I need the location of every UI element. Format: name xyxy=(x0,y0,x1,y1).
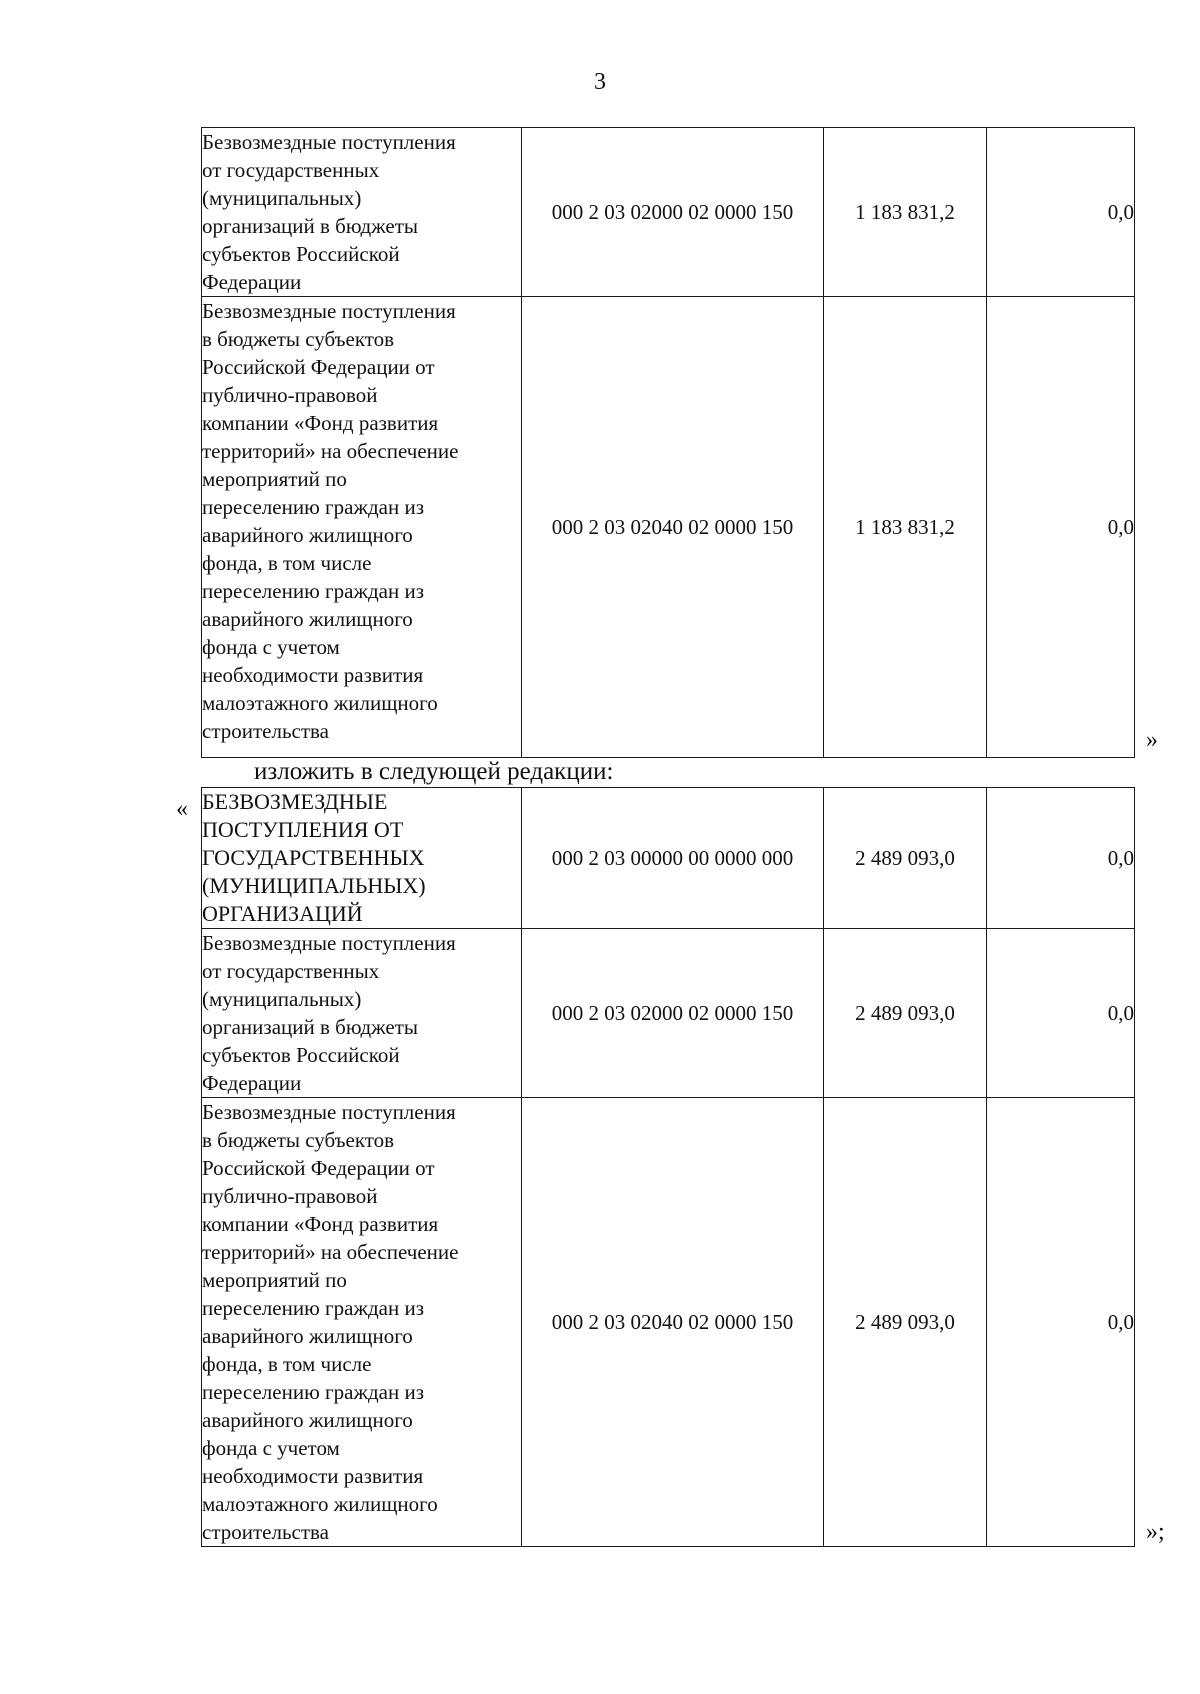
table-row xyxy=(202,128,1135,297)
name-line: фонда, в том числе xyxy=(202,551,372,575)
name-line: переселению граждан из xyxy=(202,579,424,603)
page-number: 3 xyxy=(594,69,606,95)
name-line: ПОСТУПЛЕНИЯ ОТ xyxy=(202,817,404,842)
amount-value: 2 489 093,0 xyxy=(824,1098,987,1547)
name-line: (МУНИЦИПАЛЬНЫХ) xyxy=(202,873,426,898)
row-name xyxy=(202,128,522,297)
new-budget-table xyxy=(201,787,1135,1547)
amount-value: 1 183 831,2 xyxy=(824,128,987,297)
row-name xyxy=(202,929,522,1098)
budget-code: 000 2 03 02040 02 0000 150 xyxy=(522,1098,824,1547)
name-line: в бюджеты субъектов xyxy=(202,1128,395,1152)
name-line: аварийного жилищного xyxy=(202,523,413,547)
name-line: ГОСУДАРСТВЕННЫХ xyxy=(202,845,425,870)
name-line: территорий» на обеспечение xyxy=(202,439,459,463)
name-line: фонда, в том числе xyxy=(202,1352,372,1376)
name-line: компании «Фонд развития xyxy=(202,411,439,435)
amount-value-second: 0,0 xyxy=(987,1098,1135,1547)
name-line: от государственных xyxy=(202,959,380,983)
current-budget-table xyxy=(201,127,1135,758)
name-line: фонда с учетом xyxy=(202,1436,340,1460)
name-line: субъектов Российской xyxy=(202,242,400,266)
name-line: ОРГАНИЗАЦИЙ xyxy=(202,901,363,926)
name-line: компании «Фонд развития xyxy=(202,1212,439,1236)
budget-code: 000 2 03 00000 00 0000 000 xyxy=(522,788,824,929)
name-line: переселению граждан из xyxy=(202,1296,424,1320)
name-line: организаций в бюджеты xyxy=(202,1015,418,1039)
name-line: необходимости развития xyxy=(202,663,424,687)
name-line: переселению граждан из xyxy=(202,495,424,519)
name-line: мероприятий по xyxy=(202,1268,347,1292)
name-line: Российской Федерации от xyxy=(202,355,435,379)
budget-code: 000 2 03 02000 02 0000 150 xyxy=(522,929,824,1098)
amount-value-second: 0,0 xyxy=(987,128,1135,297)
instruction-text: изложить в следующей редакции: xyxy=(254,758,614,785)
name-line: (муниципальных) xyxy=(202,987,362,1011)
name-line: Российской Федерации от xyxy=(202,1156,435,1180)
closing-quote-semicolon: »; xyxy=(1146,1519,1165,1545)
row-name xyxy=(202,788,522,929)
name-line: (муниципальных) xyxy=(202,186,362,210)
name-line: Безвозмездные поступления xyxy=(202,130,456,154)
name-line: Безвозмездные поступления xyxy=(202,299,456,323)
amount-value-second: 0,0 xyxy=(987,788,1135,929)
name-line: Безвозмездные поступления xyxy=(202,1100,456,1124)
name-line: аварийного жилищного xyxy=(202,1324,413,1348)
name-line: аварийного жилищного xyxy=(202,1408,413,1432)
amount-value: 2 489 093,0 xyxy=(824,929,987,1098)
name-line: фонда с учетом xyxy=(202,635,340,659)
name-line: публично-правовой xyxy=(202,383,378,407)
budget-code: 000 2 03 02000 02 0000 150 xyxy=(522,128,824,297)
table-row xyxy=(202,297,1135,758)
amount-value-second: 0,0 xyxy=(987,297,1135,758)
name-line: строительства xyxy=(202,1520,330,1544)
name-line: Безвозмездные поступления xyxy=(202,931,456,955)
name-line: в бюджеты субъектов xyxy=(202,327,395,351)
opening-quote: « xyxy=(176,796,188,822)
table-row xyxy=(202,929,1135,1098)
name-line: БЕЗВОЗМЕЗДНЫЕ xyxy=(202,789,388,814)
budget-code: 000 2 03 02040 02 0000 150 xyxy=(522,297,824,758)
name-line: строительства xyxy=(202,719,330,743)
name-line: организаций в бюджеты xyxy=(202,214,418,238)
name-line: малоэтажного жилищного xyxy=(202,1492,438,1516)
name-line: необходимости развития xyxy=(202,1464,424,1488)
name-line: субъектов Российской xyxy=(202,1043,400,1067)
name-line: переселению граждан из xyxy=(202,1380,424,1404)
table-row xyxy=(202,788,1135,929)
name-line: Федерации xyxy=(202,270,302,294)
name-line: Федерации xyxy=(202,1071,302,1095)
name-line: малоэтажного жилищного xyxy=(202,691,438,715)
row-name xyxy=(202,297,522,758)
name-line: мероприятий по xyxy=(202,467,347,491)
amount-value-second: 0,0 xyxy=(987,929,1135,1098)
closing-quote: » xyxy=(1146,727,1158,753)
amount-value: 2 489 093,0 xyxy=(824,788,987,929)
name-line: публично-правовой xyxy=(202,1184,378,1208)
name-line: территорий» на обеспечение xyxy=(202,1240,459,1264)
row-name xyxy=(202,1098,522,1547)
table-row xyxy=(202,1098,1135,1547)
amount-value: 1 183 831,2 xyxy=(824,297,987,758)
name-line: от государственных xyxy=(202,158,380,182)
name-line: аварийного жилищного xyxy=(202,607,413,631)
